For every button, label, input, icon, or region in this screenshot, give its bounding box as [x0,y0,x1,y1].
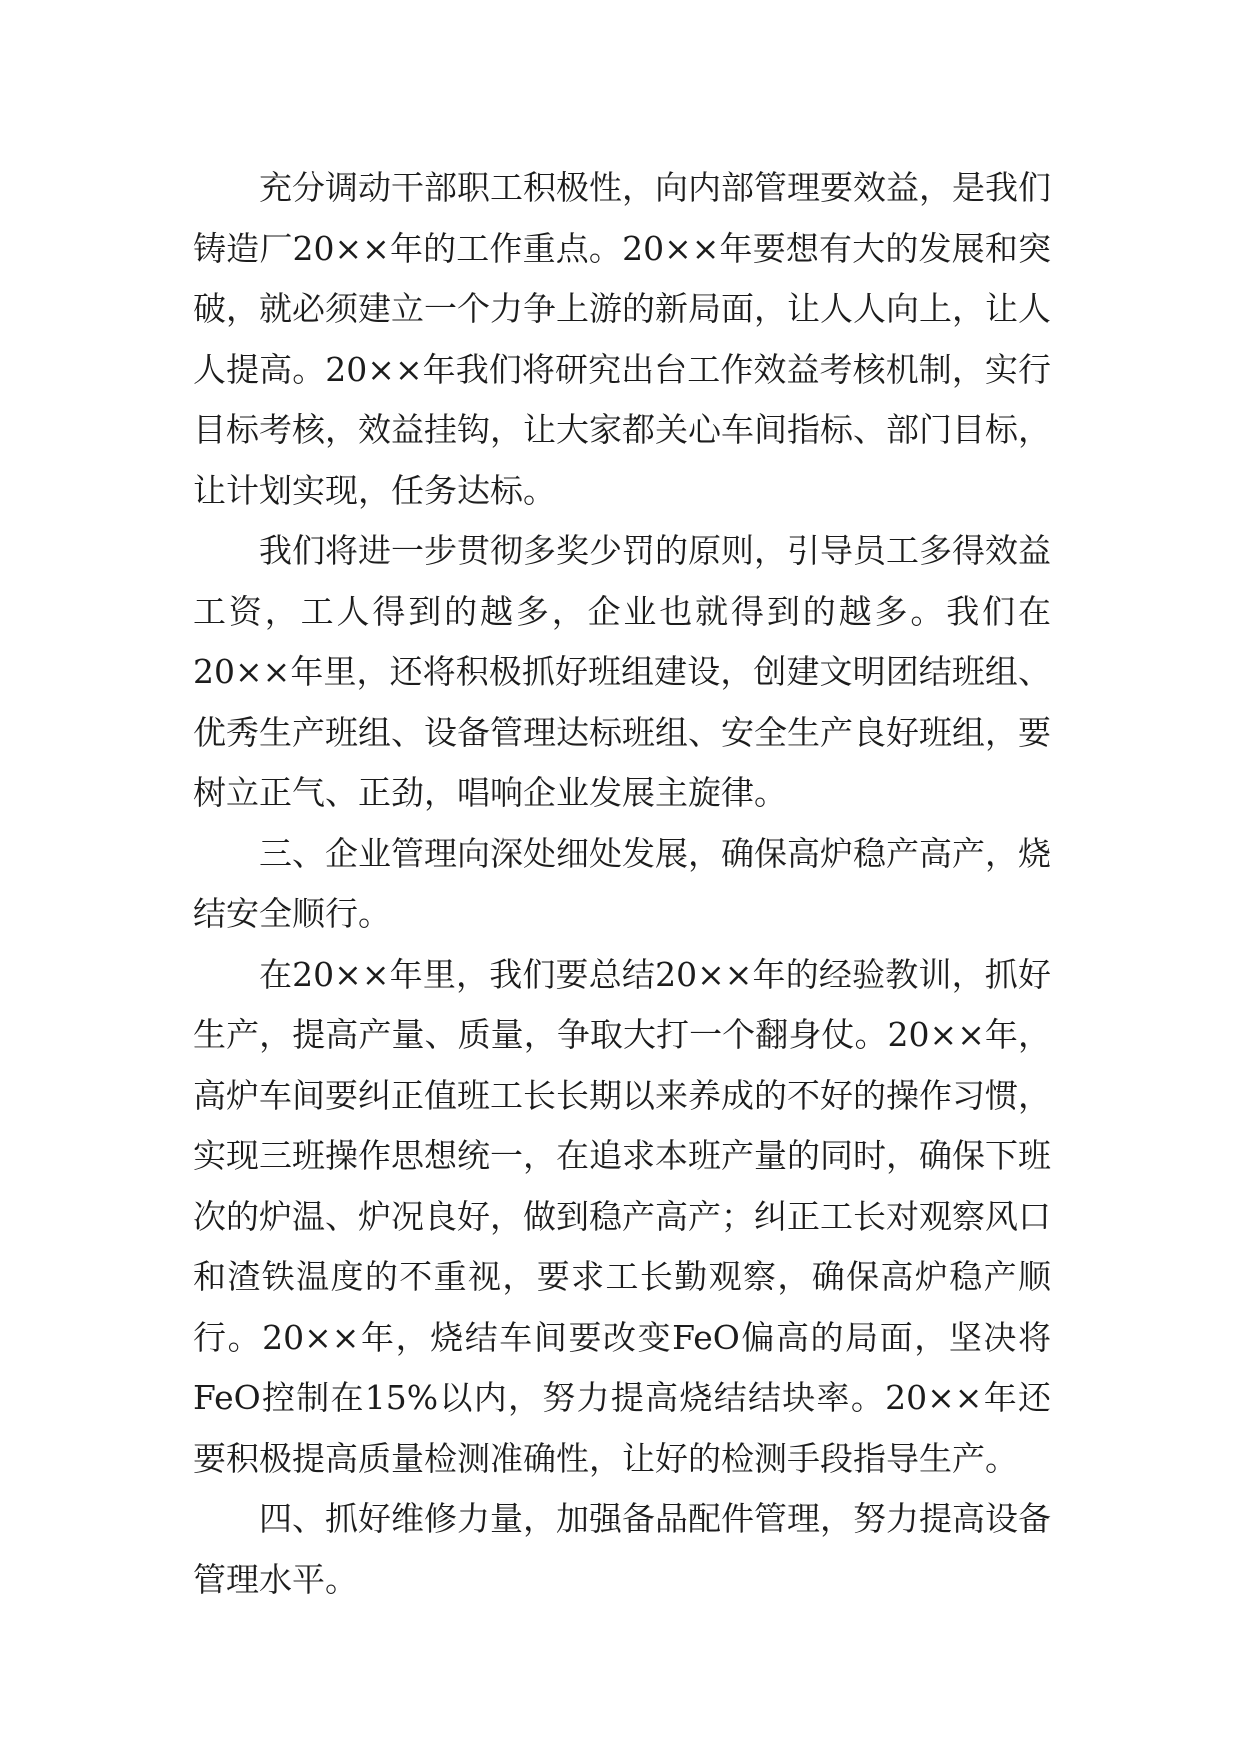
paragraph-work-focus: 充分调动干部职工积极性，向内部管理要效益，是我们铸造厂20××年的工作重点。20××年要想有大的发展和突破，就必须建立一个力争上游的新局面，让人人向上，让人人提高。20××年我们将研究出台工作效益考核机制，实行目标考核，效益挂钩，让大家都关心车间指标、部门目标，让计划实现，任务达标。 [193,168,1051,510]
document-body [193,158,1051,1610]
paragraph-production: 在20××年里，我们要总结20××年的经验教训，抓好生产，提高产量、质量，争取大打一个翻身仗。20××年，高炉车间要纠正值班工长长期以来养成的不好的操作习惯，实现三班操作思想统一，在追求本班产量的同时，确保下班次的炉温、炉况良好，做到稳产高产；纠正工长对观察风口和渣铁温度的不重视，要求工长勤观察，确保高炉稳产顺行。20××年，烧结车间要改变FeO偏高的局面，坚决将FeO控制在15%以内，努力提高烧结结块率。20××年还要积极提高质量检测准确性，让好的检测手段指导生产。 [193,954,1051,1478]
paragraph-rewards: 我们将进一步贯彻多奖少罚的原则，引导员工多得效益工资，工人得到的越多，企业也就得到的越多。我们在20××年里，还将积极抓好班组建设，创建文明团结班组、优秀生产班组、设备管理达标班组、安全生产良好班组，要树立正气、正劲，唱响企业发展主旋律。 [193,531,1051,812]
section-heading-4: 四、抓好维修力量，加强备品配件管理，努力提高设备管理水平。 [193,1499,1051,1599]
section-heading-3: 三、企业管理向深处细处发展，确保高炉稳产高产，烧结安全顺行。 [193,833,1051,933]
